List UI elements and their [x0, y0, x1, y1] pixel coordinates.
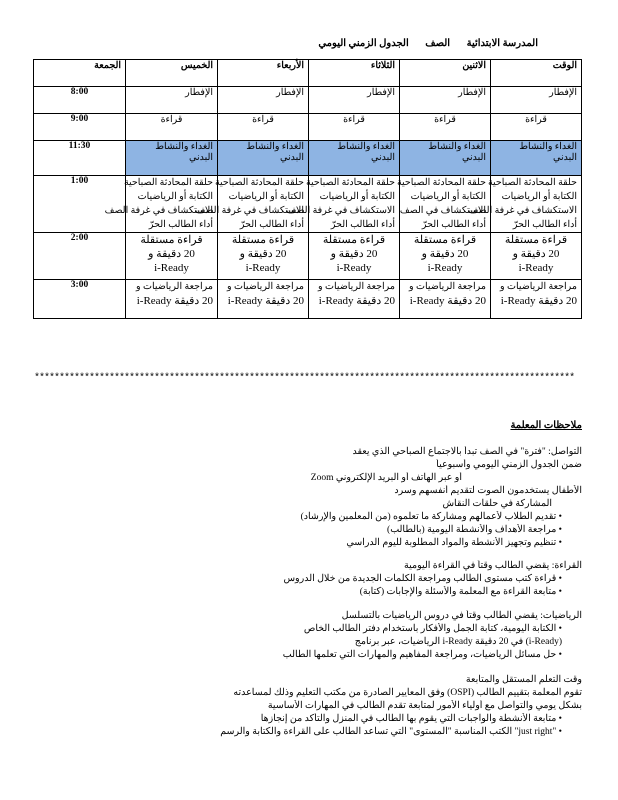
activity-cell: الإفطار [400, 87, 491, 114]
cell-line: الكتابة أو الرياضيات [319, 192, 395, 202]
cell-line: حلقة المحادثة الصباحية [305, 178, 395, 188]
cell-line: مراجعة الرياضيات و [409, 282, 486, 292]
para-line: (i-Ready) في 20 دقيقة i-Ready الرياضيات، عبر برنامج [354, 637, 562, 647]
para-line: • متابعة الأنشطة والواجبات التي يقوم بها الطالب في المنزل والتأكد من إنجازها [260, 714, 562, 724]
activity-cell: الغداء والنشاط البدني [309, 141, 400, 176]
cell-line: الاستكشاف في غرفة الصف [104, 206, 213, 216]
activity-cell [491, 280, 582, 319]
cell-line: قراءة مستقلة [140, 234, 203, 246]
para-line: التواصل: "فترة" في الصف تبدأ بالاجتماع الصباحي الذي يعقد [352, 447, 582, 457]
col-header: الأربعاء [218, 60, 309, 87]
asterisk-separator: ************************************************************************************************************ [34, 373, 575, 384]
time-cell: 3:00 [34, 280, 126, 319]
cell-line: i-Ready [518, 262, 554, 274]
notes-title: ملاحظات المعلمة [510, 420, 582, 431]
activity-cell: الغداء والنشاط البدني [218, 141, 309, 176]
time-cell: 9:00 [34, 114, 126, 141]
activity-cell: الإفطار [309, 87, 400, 114]
cell-line: الاستكشاف في الصف [399, 206, 486, 216]
activity-cell: الغداء والنشاط البدني [400, 141, 491, 176]
cell-line: 20 دقيقة و [512, 248, 560, 260]
cell-line: 20 دقيقة و [148, 248, 195, 260]
col-header: الجمعة [34, 60, 126, 87]
cell-line: أداء الطالب الحرّ [148, 220, 213, 230]
schedule-table [33, 59, 582, 319]
time-cell: 8:00 [34, 87, 126, 114]
cell-line: أداء الطالب الحرّ [512, 220, 577, 230]
schedule-row [34, 176, 582, 233]
cell-line: 20 دقيقة i-Ready [409, 295, 486, 307]
schedule-row-lunch [34, 141, 582, 176]
cell-line: مراجعة الرياضيات و [227, 282, 304, 292]
cell-line: i-Ready [245, 262, 281, 274]
para-line: بشكل يومي والتواصل مع أولياء الأمور لمتابعة تقدم الطالب في المهارات الأساسية [267, 701, 582, 711]
schedule-row [34, 87, 582, 114]
cell-line: 20 دقيقة i-Ready [500, 295, 577, 307]
notes-paragraph-communication [22, 446, 582, 550]
cell-line: الكتابة أو الرياضيات [501, 192, 577, 202]
activity-cell [309, 280, 400, 319]
cell-line: 20 دقيقة i-Ready [318, 295, 395, 307]
activity-cell [286, 176, 400, 233]
cell-line: الكتابة أو الرياضيات [410, 192, 486, 202]
cell-line: حلقة المحادثة الصباحية [487, 178, 577, 188]
activity-cell [468, 176, 582, 233]
para-line: • مراجعة الأهداف والأنشطة اليومية (بالطالب) [387, 525, 562, 535]
activity-cell: قراءة [400, 114, 491, 141]
activity-cell: قراءة [491, 114, 582, 141]
para-line: • متابعة القراءة مع المعلمة والأسئلة والإجابات (كتابة) [359, 587, 562, 597]
cell-line: مراجعة الرياضيات و [318, 282, 395, 292]
header-title: الجدول الزمني اليومي [318, 38, 409, 49]
activity-cell: قراءة [218, 114, 309, 141]
cell-line: 20 دقيقة و [421, 248, 469, 260]
notes-paragraph-math [22, 610, 582, 662]
cell-line: الكتابة أو الرياضيات [228, 192, 304, 202]
schedule-row [34, 114, 582, 141]
activity-cell: قراءة [126, 114, 218, 141]
activity-cell: الغداء والنشاط البدني [126, 141, 218, 176]
cell-line: أداء الطالب الحرّ [330, 220, 395, 230]
cell-line: أداء الطالب الحرّ [421, 220, 486, 230]
para-line: وقت التعلم المستقل والمتابعة [465, 675, 582, 685]
cell-line: i-Ready [427, 262, 463, 274]
activity-cell: الإفطار [218, 87, 309, 114]
cell-line: حلقة المحادثة الصباحية [123, 178, 213, 188]
para-line: القراءة: يقضي الطالب وقتاً في القراءة اليومية [404, 561, 582, 571]
schedule-header-row [34, 60, 582, 87]
activity-cell: الإفطار [491, 87, 582, 114]
activity-cell [218, 280, 309, 319]
activity-cell [400, 280, 491, 319]
cell-line: الاستكشاف في غرفة الصف [286, 206, 395, 216]
para-line: • تنظيم وتجهيز الأنشطة والمواد المطلوبة لليوم الدراسي [346, 538, 562, 548]
para-line: تقوم المعلمة بتقييم الطالب (OSPI) وفق المعايير الصادرة من مكتب التعليم وذلك لمساعدته [233, 688, 582, 698]
col-header: الثلاثاء [309, 60, 400, 87]
activity-cell [491, 233, 582, 280]
para-line: ضمن الجدول الزمني اليومي وأسبوعياً [436, 460, 582, 470]
notes-paragraph-reading [22, 560, 582, 599]
cell-line: الكتابة أو الرياضيات [137, 192, 213, 202]
para-line: الأطفال يستخدمون الصوت لتقديم أنفسهم وسرد [394, 486, 582, 496]
para-line: أو عبر الهاتف أو البريد الإلكتروني Zoom [310, 473, 462, 483]
schedule-row [34, 233, 582, 280]
activity-cell [126, 280, 218, 319]
cell-line: i-Ready [154, 262, 189, 274]
activity-cell [400, 233, 491, 280]
notes-paragraph-independent [22, 674, 582, 739]
para-line: المشاركة في حلقات النقاش [442, 499, 552, 509]
time-cell: 11:30 [34, 141, 126, 176]
activity-cell: قراءة [309, 114, 400, 141]
col-header: الوقت [491, 60, 582, 87]
para-line: • الكتابة اليومية، كتابة الجمل والأفكار باستخدام دفتر الطالب الخاص [303, 624, 562, 634]
cell-line: 20 دقيقة و [330, 248, 378, 260]
cell-line: i-Ready [336, 262, 372, 274]
cell-line: 20 دقيقة و [239, 248, 287, 260]
cell-line: الاستكشاف في غرفة الصف [468, 206, 577, 216]
document-header [304, 38, 538, 49]
cell-line: 20 دقيقة i-Ready [136, 295, 213, 307]
cell-line: 20 دقيقة i-Ready [227, 295, 304, 307]
cell-line: قراءة مستقلة [504, 234, 568, 246]
para-line: الرياضيات: يقضي الطالب وقتاً في دروس الرياضيات بالتسلسل [341, 611, 582, 621]
cell-line: قراءة مستقلة [231, 234, 295, 246]
col-header: الاثنين [400, 60, 491, 87]
activity-cell: الغداء والنشاط البدني [491, 141, 582, 176]
cell-line: قراءة مستقلة [322, 234, 386, 246]
activity-cell [218, 233, 309, 280]
time-cell: 2:00 [34, 233, 126, 280]
para-line: • قراءة كتب مستوى الطالب ومراجعة الكلمات الجديدة من خلال الدروس [283, 574, 562, 584]
time-cell: 1:00 [34, 176, 126, 233]
cell-line: مراجعة الرياضيات و [500, 282, 577, 292]
col-header: الخميس [126, 60, 218, 87]
cell-line: قراءة مستقلة [413, 234, 477, 246]
cell-line: أداء الطالب الحرّ [239, 220, 304, 230]
schedule-row [34, 280, 582, 319]
para-line: • "just right" الكتب المناسبة "المستوى" التي تساعد الطالب على القراءة والكتابة والرسم [220, 727, 562, 737]
cell-line: مراجعة الرياضيات و [136, 282, 213, 292]
cell-line: حلقة المحادثة الصباحية [214, 178, 304, 188]
activity-cell [309, 233, 400, 280]
cell-line: الاستكشاف في غرفة الصف [195, 206, 304, 216]
header-grade: الصف [425, 38, 451, 49]
activity-cell: الإفطار [126, 87, 218, 114]
header-school: المدرسة الابتدائية [466, 38, 538, 49]
para-line: • حل مسائل الرياضيات، ومراجعة المفاهيم والمهارات التي تعلمها الطالب [282, 650, 562, 660]
activity-cell [126, 233, 218, 280]
para-line: • تقديم الطلاب لأعمالهم ومشاركة ما تعلموه (من المعلمين والإرشاد) [300, 512, 562, 522]
cell-line: حلقة المحادثة الصباحية [396, 178, 486, 188]
